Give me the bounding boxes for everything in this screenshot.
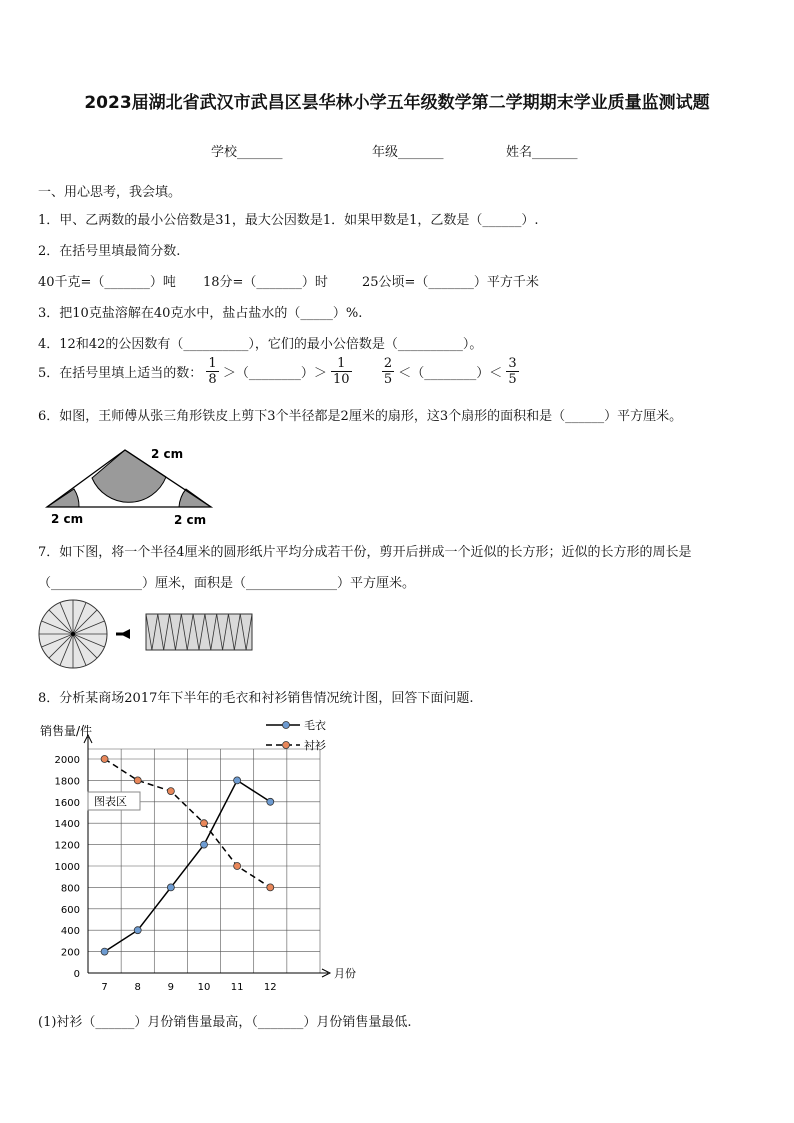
- label-left: 2 cm: [51, 512, 84, 526]
- y-tick-label: 1800: [54, 776, 80, 788]
- fraction-1-8: $\frac{1}{8}$: [208, 356, 217, 387]
- data-point-0: [234, 777, 241, 784]
- y-tick-label: 800: [60, 883, 80, 895]
- legend-marker-1: [283, 742, 290, 749]
- data-point-1: [101, 756, 108, 763]
- question-8: 8．分析某商场2017年下半年的毛衣和衬衫销售情况统计图，回答下面问题.: [38, 691, 474, 706]
- y-tick-label: 1000: [54, 862, 80, 873]
- blank-1[interactable]: ＞（________）＞: [222, 366, 327, 381]
- y-tick-label: 2000: [54, 755, 80, 766]
- sector-left: [47, 489, 79, 507]
- question-4: 4．12和42的公因数有（__________），它们的最小公倍数是（__________）。: [38, 337, 483, 352]
- x-tick-label: 8: [134, 982, 141, 993]
- circle-figure: [36, 598, 262, 676]
- question-8-1: (1)衬衫（______）月份销售量最高，（_______）月份销售量最低.: [38, 1015, 412, 1030]
- data-point-1: [267, 884, 274, 891]
- data-point-0: [134, 927, 141, 934]
- blank-2[interactable]: ＜（________）＜: [398, 366, 503, 381]
- approx-rectangle: [146, 614, 252, 650]
- fraction-2-5: $\frac{2}{5}$: [383, 356, 393, 387]
- chart-area-tag-text: 图表区: [94, 795, 127, 808]
- question-1: 1．甲、乙两数的最小公倍数是31，最大公因数是1．如果甲数是1，乙数是（______）.: [38, 213, 539, 228]
- x-tick-label: 10: [197, 982, 211, 993]
- question-5: [38, 356, 519, 387]
- y-tick-label: 600: [60, 904, 80, 916]
- question-2c: 25公顷=（_______）平方千米: [362, 275, 539, 290]
- y-tick-label: 200: [60, 947, 80, 959]
- y-tick-label: 1600: [54, 797, 80, 809]
- fraction-3-5: $\frac{3}{5}$: [508, 356, 517, 387]
- data-point-0: [267, 798, 274, 805]
- data-point-0: [167, 884, 174, 891]
- label-top: 2 cm: [151, 447, 184, 461]
- divided-circle: [39, 600, 107, 668]
- grade-field[interactable]: 年级_______: [372, 145, 444, 160]
- legend-label-1: 衬衫: [304, 739, 326, 752]
- data-point-1: [134, 777, 141, 784]
- data-point-1: [201, 820, 208, 827]
- question-5-prefix: 5．在括号里填上适当的数：: [38, 366, 203, 381]
- question-7b: （______________）厘米，面积是（______________）平方厘米。: [38, 576, 416, 591]
- legend-marker-0: [283, 722, 290, 729]
- y-tick-label: 400: [60, 926, 80, 938]
- x-axis-label: 月份: [334, 967, 356, 980]
- data-point-1: [167, 788, 174, 795]
- question-2a: 40千克=（_______）吨: [38, 275, 176, 290]
- data-point-0: [101, 948, 108, 955]
- question-7: 7．如下图，将一个半径4厘米的圆形纸片平均分成若干份，剪开后拼成一个近似的长方形；近似的长方形的周长是: [38, 545, 692, 560]
- fraction-1-10: $\frac{1}{10}$: [333, 356, 350, 387]
- x-tick-label: 11: [230, 982, 244, 993]
- y-tick-label: 0: [73, 969, 80, 980]
- triangle-figure: [40, 440, 230, 530]
- label-right: 2 cm: [174, 513, 207, 527]
- data-point-1: [234, 863, 241, 870]
- y-axis-label: 销售量/件: [40, 724, 93, 738]
- question-2: 2．在括号里填最简分数.: [38, 244, 181, 259]
- y-tick-label: 1400: [54, 819, 80, 831]
- question-3: 3．把10克盐溶解在40克水中，盐占盐水的（_____）%.: [38, 306, 363, 321]
- legend-label-0: 毛衣: [304, 719, 326, 732]
- page-title: 2023届湖北省武汉市武昌区昙华林小学五年级数学第二学期期末学业质量监测试题: [84, 93, 710, 113]
- school-field[interactable]: 学校_______: [211, 145, 283, 160]
- name-field[interactable]: 姓名_______: [506, 145, 578, 160]
- data-point-0: [201, 841, 208, 848]
- rectangle-outline: [146, 614, 252, 650]
- circle-center: [71, 632, 75, 636]
- question-6: 6．如图，王师傅从张三角形铁皮上剪下3个半径都是2厘米的扇形，这3个扇形的面积和是（______）平方厘米。: [38, 409, 683, 424]
- y-tick-label: 1200: [54, 840, 80, 852]
- sales-line-chart: [38, 715, 378, 1000]
- x-tick-label: 12: [263, 982, 277, 993]
- x-tick-label: 7: [101, 982, 108, 993]
- x-tick-label: 9: [167, 982, 175, 993]
- question-2b: 18分=（_______）时: [203, 275, 328, 290]
- section-heading: 一、用心思考，我会填。: [38, 185, 182, 200]
